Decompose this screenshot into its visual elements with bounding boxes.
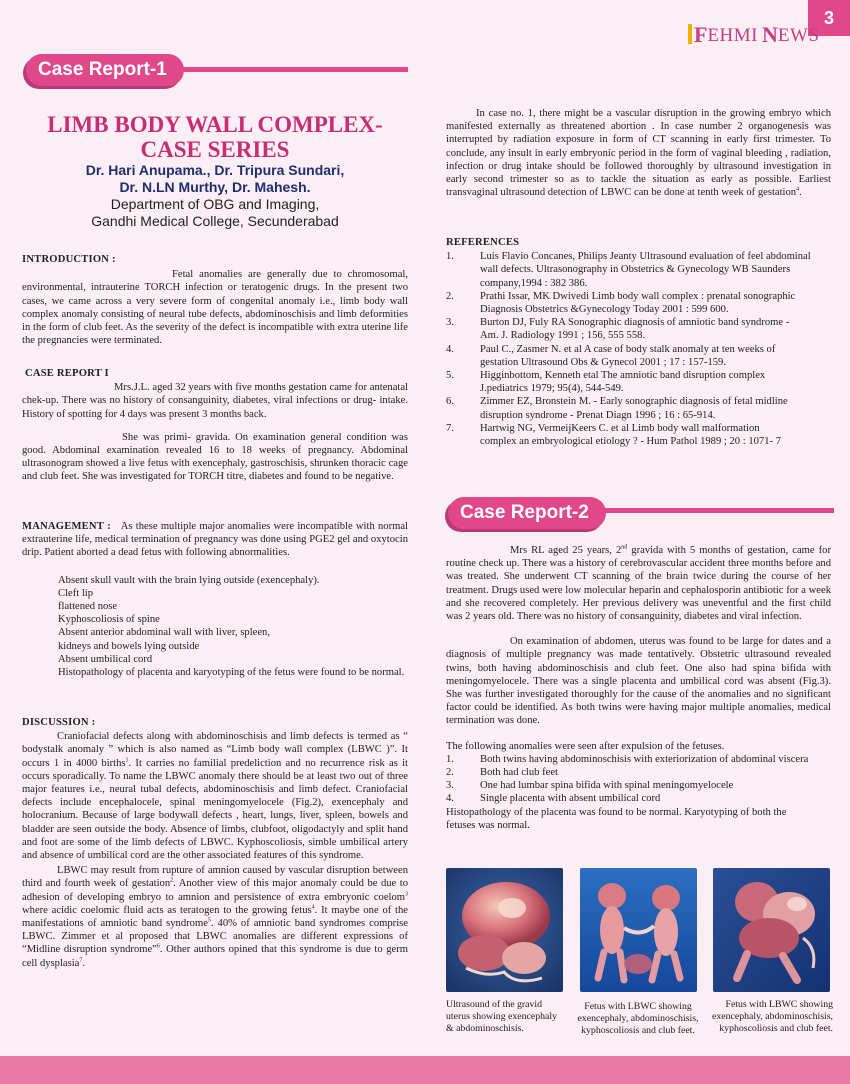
discussion-para1-cont: . It carries no familial predeliction and no recurrence risk as it occurs sporadically. To name the LBWC anomaly there should be at least two out of three major features i.e., neural tubal defects, abdominoschisis and limb defect. Craniofacial defects include encephalocele, spinal meningomyelocele (Fig.2), exencephaly and holocranium. Because of large bodywall defects , heart, lungs, liver, spleen, bowels and bladder are seen outside the body. Absence of limbs, clubfoot, oligodactyly and split hand and foot are some of the limb defects of LBWC. Kyphoscoliosis, simble umbilical artery and absence of umbilical cord are the other associated features of this syndrome. [22,757,408,862]
reference-item: 7. Hartwig NG, VermeijKeers C. et al Limb body wall malformation complex an embryological etiology ? - Hum Pathol 1989 ; 20 : 1071- 7 [446,422,781,448]
case-report-2-section [446,544,831,832]
department-line2: Gandhi Medical College, Secunderabad [91,213,339,229]
article-title-line2: CASE SERIES [140,137,290,162]
figure-2-twins-photo [580,868,697,992]
reference-item: 6. Zimmer EZ, Bronstein M. - Early sonographic diagnosis of fetal midline disruption syndrome - Prenat Diagn 1996 ; 16 : 65-914. [446,396,788,421]
list-item: Absent skull vault with the brain lying outside (exencephaly). [58,574,320,586]
citation: 3 [405,891,408,898]
anomalies-list [446,753,831,806]
introduction-heading: INTRODUCTION : [22,254,116,265]
list-item: flattened nose [58,601,118,613]
conclusion-text: In case no. 1, there might be a vascular disruption in the growing embryo which manifested externally as threatened abortion . In case number 2 organogenesis was interrupted by radiation exposure in form of CT scanning in early first trimester. To conclude, any insult in early embryonic period in the form of vaginal bleeding , radiation, infection or drug intake should be followed thoroughly by ultrasound investigation in early second trimester so as to tackle the situation as early as possible. Earliest transvaginal ultrasound detection of LBWC can be done at tenth week of gestation [446,108,831,199]
discussion-para2-cont: . Another view of this major anomaly could be due to adhesion of developing embryo to amnion and persistence of extra embryonic coelom [22,878,408,903]
list-item: Cleft lip [58,587,94,599]
case-report-2-para2: On examination of abdomen, uterus was found to be large for dates and a diagnosis of multiple pregnancy was made tentatively. Obstetric ultrasound revealed twins, both having abdominoschisis and club feet. One also had spina bifida with meningomyelocele. There was a single placenta and umbilical cord was absent (Fig.3). She was further investigated thoroughly for the cause of the anomalies and no significant factor could be identified. As both twins were having major multiple anomalies, medical termination was done. [446,636,831,727]
case-report-1-heading: CASE REPORT I [25,368,109,379]
reference-item: 4. Paul C., Zasmer N. et al A case of body stalk anomaly at ten weeks of gestation Ultrasound Obs & Gynecol 2001 ; 17 : 157-159. [446,343,776,368]
management-text: As these multiple major anomalies were incompatible with normal extrauterine life, medical termination of pregnancy was done using PGE2 gel and oxytocin drip. Patient aborted a dead fetus with following abnormalities. [22,521,408,559]
figure-1-ultrasound-photo [446,868,563,992]
fehmi-news-logo: F EHMI N EWS [688,18,808,48]
list-item: Kyphoscoliosis of spine [58,614,160,626]
authors-line2: Dr. N.LN Murthy, Dr. Mahesh. [119,179,311,195]
page-number: 3 [808,0,850,36]
banner-line-report2 [590,508,834,513]
banner-case-report-1: Case Report-1 [26,54,184,86]
conclusion-end: . [799,187,802,199]
references-heading: REFERENCES [446,237,520,248]
discussion-para2: LBWC may result from rupture of amnion caused by vascular disruption between third and fourth week of gestation [22,865,408,890]
references-list [446,250,831,448]
citation: 1 [125,757,129,764]
figure-3-fetus-photo [713,868,830,992]
citation: 2 [170,877,174,884]
reference-item: 1. Luis Flavio Concanes, Philips Jeanty Ultrasound evaluation of feel abdominal wall defects. Ultrasonography in Obstetrics & Gynecology WB Saunders company,1994 : 382 386. [446,251,811,289]
discussion-para2-cont: . 40% of amniotic band syndromes comprise LBWC. Zimmer et al proposed that LBWC anomalies are different expressions of “Midline disruption syndrome” [22,918,408,956]
conclusion-paragraph [446,107,831,199]
citation: 4 [311,904,315,911]
logo-accent-bar [688,24,692,44]
discussion-para2-cont: . Other authors opined that this syndrome is due to germ cell dysplasia [22,944,408,969]
case-report-1-para2: She was primi- gravida. On examination general condition was good. Abdominal examination revealed 16 to 18 weeks of pregnancy. Abdominal ultrasonogram showed a live fetus with exencephaly, gastroschisis, shrunken thoracic cage and club feet. She was investigated for TORCH titre, diabetes and found to be negative. [22,431,408,483]
anomalies-intro: The following anomalies were seen after expulsion of the fetuses. [446,740,725,752]
reference-item: 5. Higginbottom, Kenneth etal The amniotic band disruption complex J.pediatrics 1979; 95(4), 544-549. [446,370,766,395]
list-item: Histopathology of placenta and karyotyping of the fetus were found to be normal. [58,667,405,679]
article-title-line1: LIMB BODY WALL COMPLEX- [47,112,383,137]
anomaly-item: 3. One had lumbar spina bifida with spinal meningomyelocele [446,780,734,792]
case-report-1-section [22,367,408,484]
case-report-2-para1-cont: gravida with 5 months of gestation, came for routine check up. There was a history of cerebrovascular accident three months before and was treated. She underwent CT scanning of the brain twice during the course of her treatment. Drugs used were low molecular heparin and cephalosporin antibiotic for a week and she recovered completely. Her previous delivery was uneventful and the first child was 2 years old. There was no history of consanguinity, diabetes and viral infection. [446,545,831,623]
citation: 7 [79,957,83,964]
management-heading: MANAGEMENT : [22,521,112,532]
reference-item: 2. Prathi Issar, MK Dwivedi Limb body wall complex : prenatal sonographic Diagnosis Obstetrics &Gynecology Today 2001 : 599 600. [446,290,796,316]
introduction-section [22,253,408,347]
discussion-section [22,716,408,970]
case-report-1-para1: Mrs.J.L. aged 32 years with five months gestation came for antenatal chek-up. There was no history of consanguinity, diabetes, viral infections or drug- intake. History of spotting for 4 days was present 3 months back. [22,382,408,420]
management-section [22,520,408,679]
authors-line1: Dr. Hari Anupama., Dr. Tripura Sundari, [85,162,345,178]
figure-2-caption: Fetus with LBWC showing exencephaly, abdominoschisis, kyphoscoliosis and club feet. [577,1001,699,1036]
discussion-para2-cont: . It maybe one of the manifestations of amniotic band syndrome [22,904,409,930]
citation: 6 [156,943,160,950]
references-section [446,236,831,448]
discussion-para2-end: . [82,957,86,969]
abnormalities-list [22,574,408,680]
citation: 4 [796,186,800,193]
ordinal-suffix: nd [621,544,628,551]
figure-1-caption: Ultrasound of the gravid uterus showing exencephaly & abdominoschisis. [446,999,557,1034]
discussion-para2-cont: where acidic coelomic fluid acts as teratogen to the growing fetus [22,904,312,916]
case-report-2-para1: Mrs RL aged 25 years, 2 [510,545,622,556]
banner-line-report1 [150,67,408,72]
anomaly-item: 4. Single placenta with absent umbilical cord [446,793,661,805]
closing-text: Histopathology of the placenta was found to be normal. Karyotyping of both the fetuses was normal. [446,806,787,831]
reference-item: 3. Burton DJ, Fuly RA Sonographic diagnosis of amniotic band syndrome - Am. J. Radiology 1991 ; 156, 555 558. [446,317,790,342]
footer-band [0,1056,850,1084]
figure-3-caption: Fetus with LBWC showing exencephaly, abdominoschisis, kyphoscoliosis and club feet. [712,999,833,1034]
list-item: kidneys and bowels lying outside [58,640,200,652]
list-item: Absent anterior abdominal wall with liver, spleen, [58,627,270,639]
banner-case-report-2: Case Report-2 [448,497,606,529]
anomaly-item: 2. Both had club feet [446,767,558,779]
list-item: Absent umbilical cord [58,653,153,665]
introduction-text: Fetal anomalies are generally due to chromosomal, environmental, intrauterine TORCH infection or teratogenic drugs. In the present two cases, we came across a very severe form of congenital anomaly i.e., limb body wall complex anomaly consisting of neural tube defects, abdominoschisis and limb deformities in the form of club feet. As the severity of the defect is incompatible with extra uterine life the pregnancies were terminated. [22,269,408,347]
anomaly-item: 1. Both twins having abdominoschisis with exteriorization of abdominal viscera [446,753,809,765]
discussion-heading: DISCUSSION : [22,717,96,728]
citation: 5 [207,917,211,924]
department-line1: Department of OBG and Imaging, [110,196,320,212]
discussion-para1: Craniofacial defects along with abdominoschisis and limb defects is termed as “ bodystalk anomaly ” which is also named as “Limb body wall complex (LBWC )”. It occurs 1 in 4000 births [22,731,408,769]
